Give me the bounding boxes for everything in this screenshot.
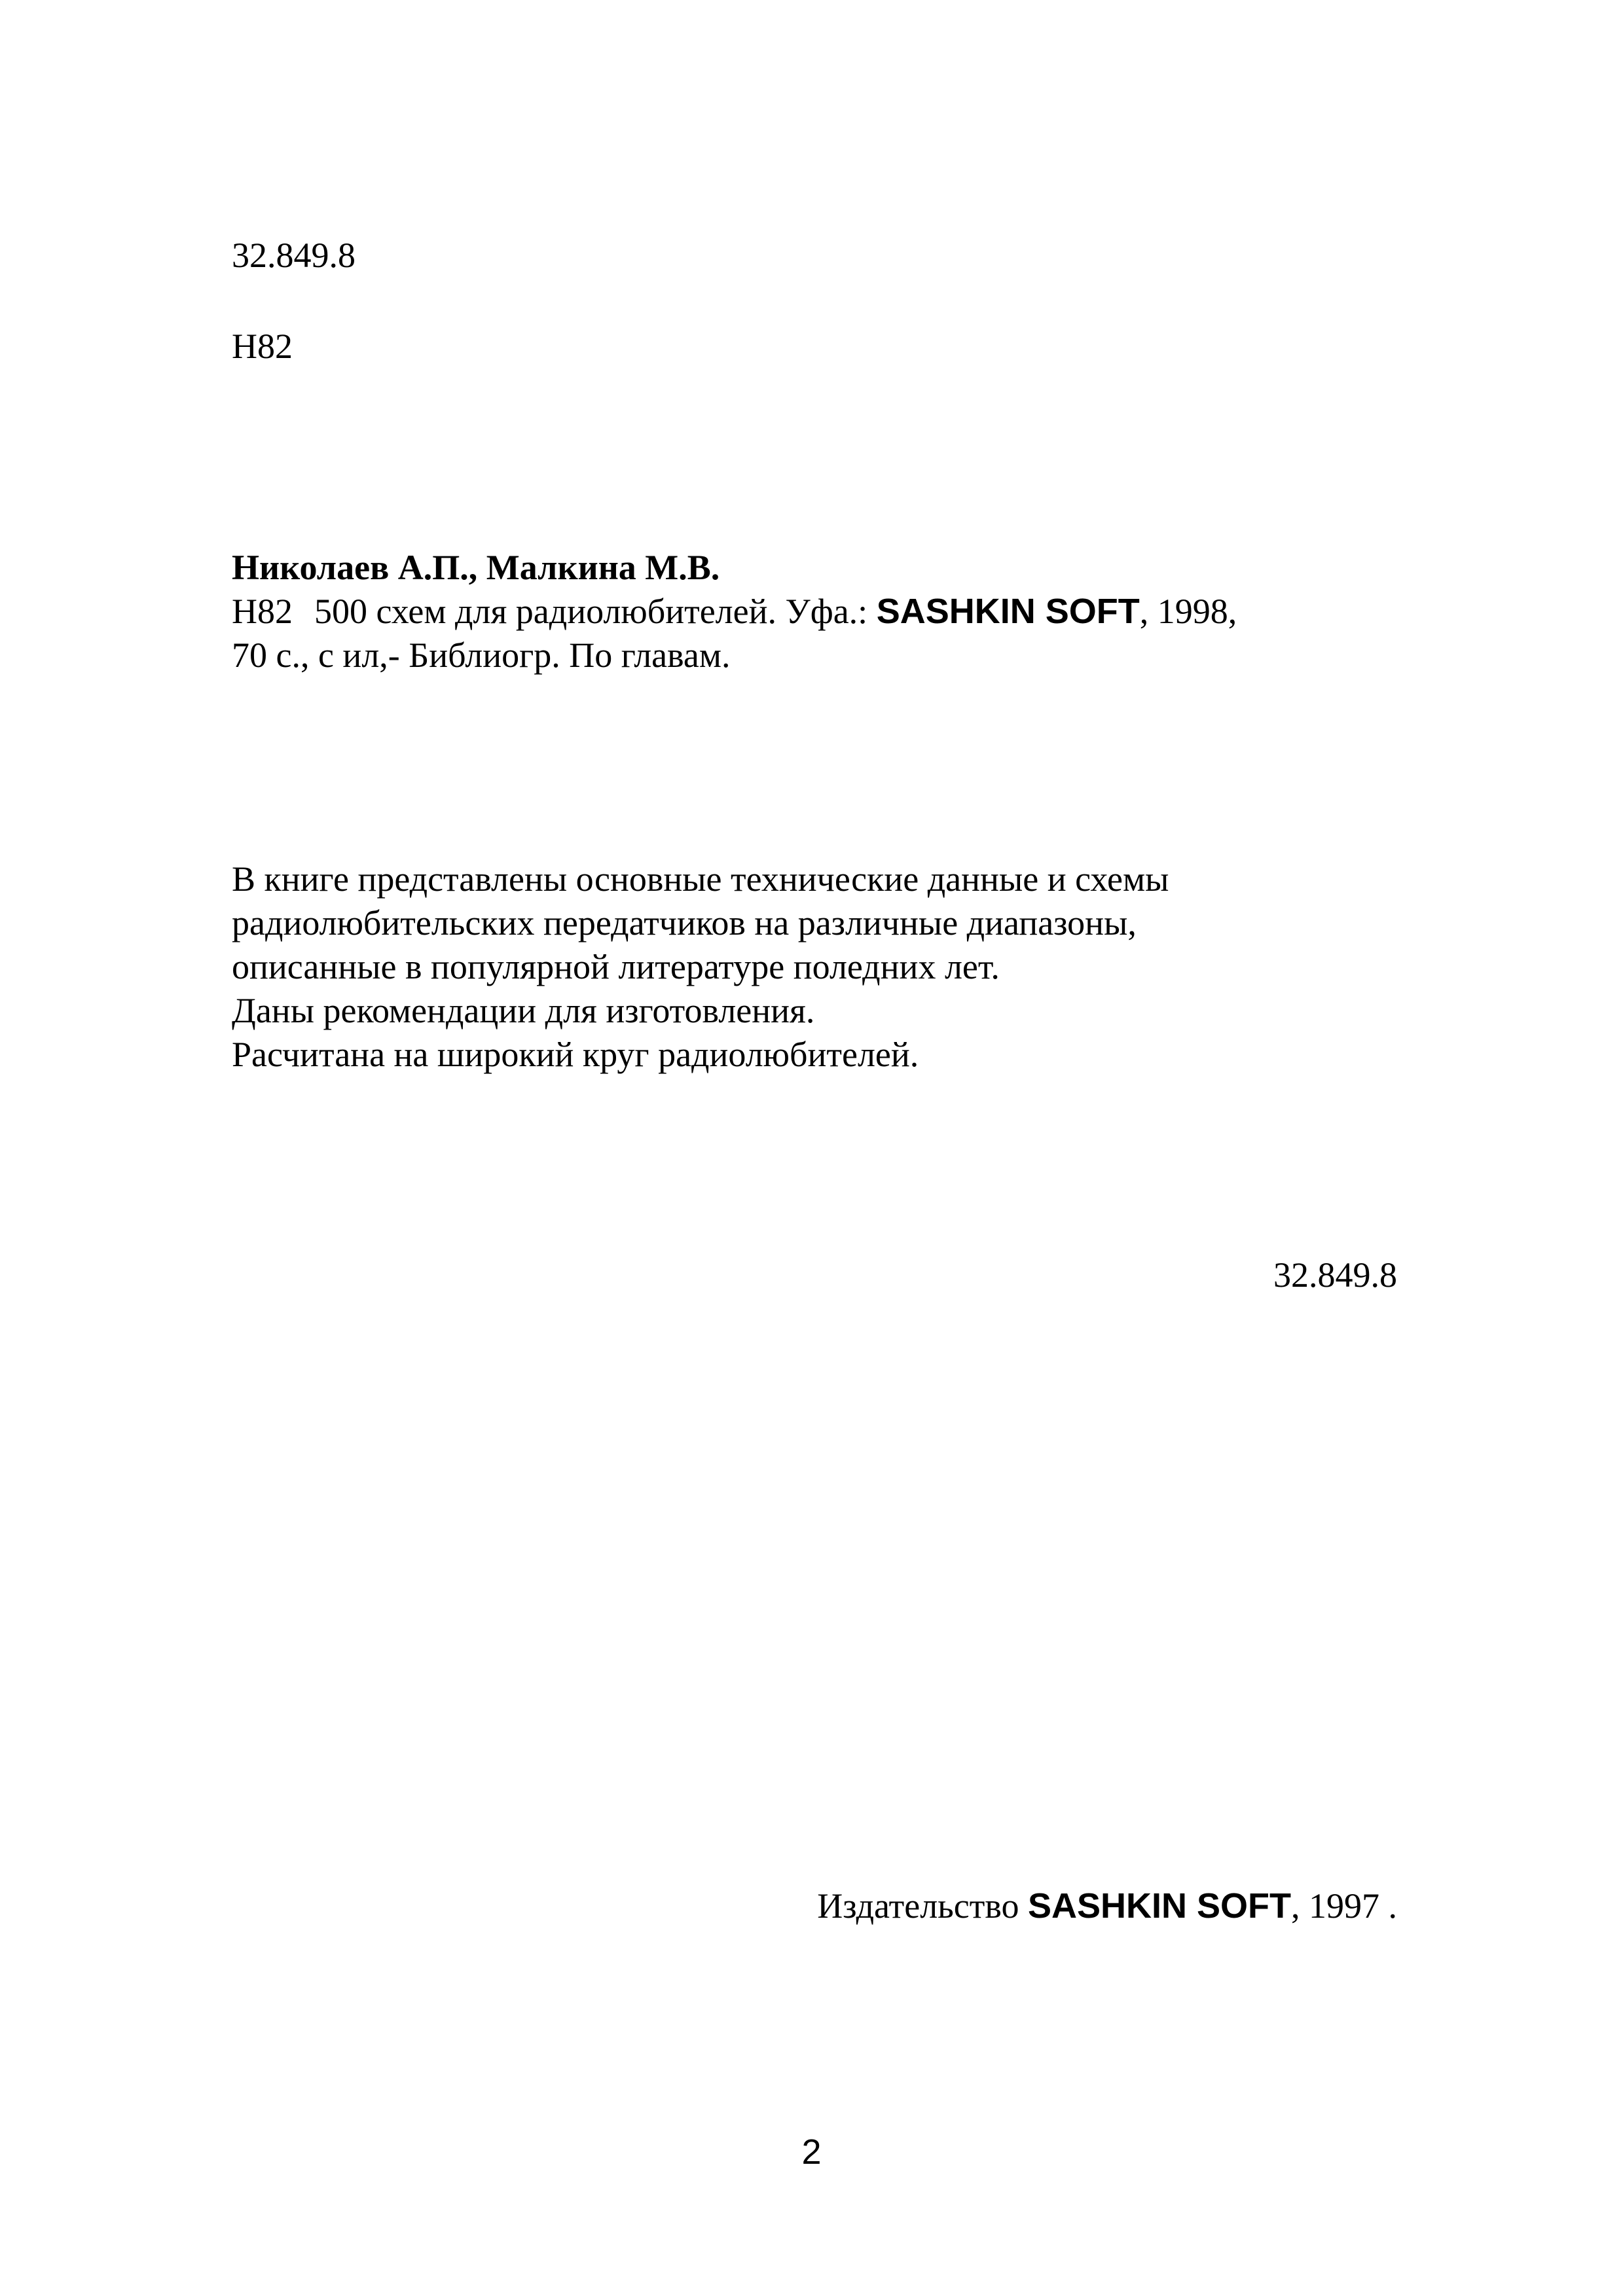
publisher-year: , 1997 .	[1291, 1886, 1397, 1926]
udc-code-top: 32.849.8	[232, 236, 356, 275]
publisher-name: SASHKIN SOFT	[1027, 1886, 1291, 1926]
publisher-imprint	[817, 1884, 1397, 1928]
udc-code-right: 32.849.8	[1273, 1255, 1397, 1295]
bibliographic-line-1	[232, 590, 1237, 634]
annotation-line: Расчитана на широкий круг радиолюбителей.	[232, 1035, 919, 1074]
author-sign-top: Н82	[232, 327, 293, 366]
bibliographic-title: 500 схем для радиолюбителей. Уфа.:	[314, 592, 877, 631]
page-number: 2	[801, 2132, 822, 2172]
annotation-line: радиолюбительских передатчиков на различные диапазоны,	[232, 903, 1137, 942]
publisher-prefix: Издательство	[817, 1886, 1028, 1926]
annotation-line: В книге представлены основные технические данные и схемы	[232, 859, 1169, 899]
bibliographic-author-sign: Н82	[232, 592, 293, 631]
annotation-line: описанные в популярной литературе поледних лет.	[232, 947, 1000, 986]
authors-heading: Николаев А.П., Малкина М.В.	[232, 548, 720, 587]
bibliographic-year: , 1998,	[1139, 592, 1237, 631]
annotation-line: Даны рекомендации для изготовления.	[232, 991, 815, 1030]
annotation-text	[232, 857, 1169, 1077]
bibliographic-publisher: SASHKIN SOFT	[876, 592, 1140, 631]
bibliographic-line-2: 70 с., с ил,- Библиогр. По главам.	[232, 636, 731, 675]
